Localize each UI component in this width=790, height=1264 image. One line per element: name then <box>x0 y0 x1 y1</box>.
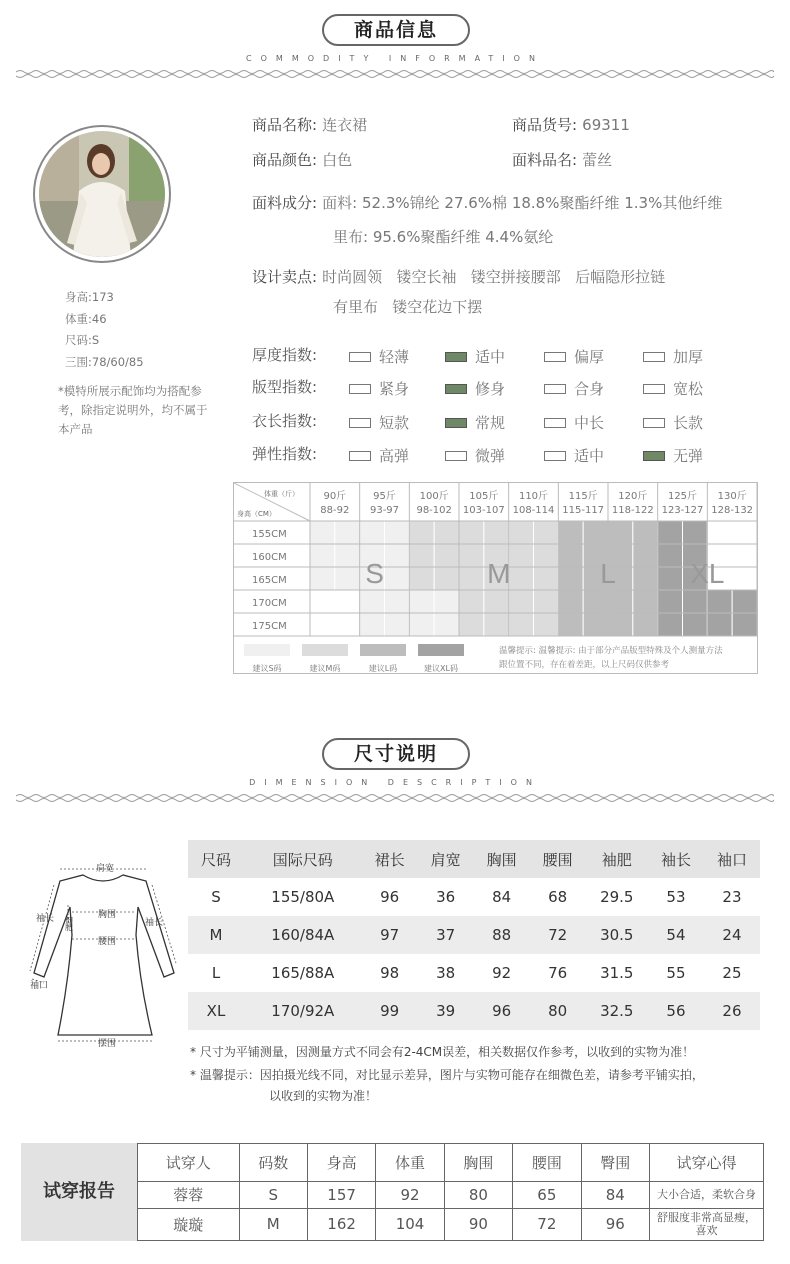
grid-cell <box>633 613 658 636</box>
grid-cell <box>385 567 410 590</box>
grid-cell <box>683 521 708 544</box>
index-option <box>349 346 409 367</box>
grid-cell <box>583 613 608 636</box>
dimension-cell: 96 <box>492 1002 512 1020</box>
dimension-cell: 160/84A <box>271 926 335 944</box>
grid-weight-range: 98-102 <box>416 505 452 516</box>
section-title-dimension: 尺寸说明 <box>322 738 470 770</box>
dim-header: 腰围 <box>542 850 573 869</box>
product-design-2: 有里布 镂空花边下摆 <box>333 298 483 316</box>
grid-cell <box>633 544 658 567</box>
dimension-cell: 92 <box>492 964 512 982</box>
grid-cell <box>658 590 683 613</box>
grid-legend-label: 建议L码 <box>368 664 398 673</box>
try-header: 腰围 <box>513 1144 581 1182</box>
wave-divider-2 <box>16 793 774 803</box>
grid-cell <box>310 613 335 636</box>
dimension-cell: 32.5 <box>600 1002 634 1020</box>
try-cell: 84 <box>581 1182 649 1208</box>
dimension-cell: XL <box>206 1002 226 1020</box>
grid-cell <box>484 590 509 613</box>
grid-cell <box>558 590 583 613</box>
index-option-label: 偏厚 <box>574 348 605 366</box>
index-option <box>349 412 409 433</box>
dimension-cell: 97 <box>380 926 400 944</box>
grid-cell <box>658 521 683 544</box>
dimension-header-row <box>188 840 760 878</box>
grid-cell <box>633 567 658 590</box>
grid-tip-line1: 温馨提示: 温馨提示: 由于部分产品版型特殊及个人测量方法 <box>499 646 723 656</box>
grid-cell <box>459 521 484 544</box>
dimension-cell: 56 <box>666 1002 686 1020</box>
grid-cell <box>707 613 732 636</box>
grid-weight-range: 93-97 <box>369 505 400 516</box>
grid-cell <box>459 590 484 613</box>
dimension-note-2: * 温馨提示：因拍摄光线不同，对比显示差异，图片与实物可能存在细微色差，请参考平铺实拍， <box>190 1068 704 1082</box>
index-row <box>252 410 772 434</box>
index-option <box>445 412 505 433</box>
dimension-cell: 84 <box>492 888 512 906</box>
dimension-cell: 165/88A <box>271 964 335 982</box>
grid-legend-label: 建议M码 <box>309 664 341 673</box>
section-subtitle-commodity: COMMODITY INFORMATION <box>246 54 544 63</box>
grid-cell <box>459 567 484 590</box>
dimension-cell: 39 <box>436 1002 456 1020</box>
grid-weight-jin: 105斤 <box>469 491 499 502</box>
grid-height-label: 175CM <box>252 621 287 632</box>
grid-weight-range: 88-92 <box>320 505 350 516</box>
try-header: 试穿心得 <box>650 1144 764 1182</box>
dimension-cell: 80 <box>548 1002 568 1020</box>
product-lining: 里布: 95.6%聚酯纤维 4.4%氨纶 <box>333 228 554 246</box>
grid-cell <box>335 613 360 636</box>
index-label: 厚度指数: <box>252 346 318 364</box>
dimension-cell: 170/92A <box>271 1002 335 1020</box>
grid-cell <box>608 590 633 613</box>
model-photo-frame <box>33 125 171 263</box>
dimension-row <box>188 878 760 916</box>
grid-cell <box>509 613 534 636</box>
index-option-label: 常规 <box>475 414 506 432</box>
dimension-row <box>188 954 760 992</box>
index-row <box>252 376 772 400</box>
grid-weight-range: 118-122 <box>611 505 654 516</box>
try-cell: M <box>239 1208 307 1240</box>
try-cell: 65 <box>513 1182 581 1208</box>
grid-cell <box>534 613 559 636</box>
index-option-label: 修身 <box>475 380 506 398</box>
grid-cell <box>558 544 583 567</box>
product-composition: 面料成分: 面料: 52.3%锦纶 27.6%棉 18.8%聚酯纤维 1.3%其他纤维 <box>252 194 723 212</box>
dimension-cell: 96 <box>380 888 400 906</box>
dim-header: 袖长 <box>660 850 691 869</box>
grid-cell <box>558 521 583 544</box>
dim-header: 袖肥 <box>601 850 632 869</box>
dimension-cell: 54 <box>666 926 686 944</box>
grid-legend-swatch <box>360 644 406 656</box>
index-option <box>643 378 703 399</box>
index-label: 弹性指数: <box>252 445 318 463</box>
product-design: 设计卖点: 时尚圆领 镂空长袖 镂空拼接腰部 后幅隐形拉链 <box>252 268 666 286</box>
model-height: 身高:173 <box>65 290 114 304</box>
model-size: 尺码:S <box>65 333 100 347</box>
grid-cell <box>310 567 335 590</box>
grid-weight-range: 123-127 <box>661 505 704 516</box>
grid-cell <box>360 521 385 544</box>
dimension-row <box>188 992 760 1030</box>
dimension-cell: 37 <box>436 926 456 944</box>
try-cell: 162 <box>307 1208 375 1240</box>
dimension-cell: 23 <box>722 888 742 906</box>
size-grid <box>233 482 758 674</box>
section-title-commodity: 商品信息 <box>322 14 470 46</box>
grid-weight-jin: 115斤 <box>568 491 598 502</box>
dim-header: 肩宽 <box>430 850 461 869</box>
index-option-label: 轻薄 <box>379 348 410 366</box>
grid-cell <box>583 521 608 544</box>
dimension-cell: 155/80A <box>271 888 335 906</box>
index-option-label: 适中 <box>475 348 506 366</box>
section-subtitle-dimension: DIMENSION DESCRIPTION <box>249 778 541 787</box>
grid-cell <box>484 613 509 636</box>
dimension-cell: M <box>209 926 223 944</box>
dimension-cell: L <box>211 964 221 982</box>
try-cell: 80 <box>444 1182 512 1208</box>
try-header: 体重 <box>376 1144 444 1182</box>
grid-tip-line2: 跟位置不同，存在着差距，以上尺码仅供参考 <box>499 660 670 670</box>
dimension-cell: 25 <box>722 964 742 982</box>
index-option <box>643 445 703 466</box>
index-option <box>544 445 604 466</box>
try-cell: 璇璇 <box>138 1208 240 1240</box>
grid-cell <box>360 613 385 636</box>
index-option <box>349 445 409 466</box>
dim-header: 国际尺码 <box>272 850 333 869</box>
grid-weight-range: 115-117 <box>562 505 605 516</box>
grid-cell <box>683 613 708 636</box>
unchecked-box-icon <box>349 384 371 394</box>
unchecked-box-icon <box>349 451 371 461</box>
grid-height-label: 170CM <box>252 598 287 609</box>
grid-cell <box>534 567 559 590</box>
index-label: 衣长指数: <box>252 412 318 430</box>
grid-cell <box>558 567 583 590</box>
label-shoulder: 肩宽 <box>96 864 115 874</box>
index-row <box>252 443 772 467</box>
dimension-cell: 72 <box>548 926 568 944</box>
dimension-note-1: * 尺寸为平铺测量，因测量方式不同会有2-4CM误差，相关数据仅作参考，以收到的实物为准！ <box>190 1045 695 1059</box>
dimension-note-3: 以收到的实物为准！ <box>269 1089 378 1103</box>
grid-weight-range: 108-114 <box>512 505 555 516</box>
dimension-cell: 38 <box>436 964 456 982</box>
try-cell: 104 <box>376 1208 444 1240</box>
model-weight: 体重:46 <box>65 311 107 326</box>
grid-weight-range: 103-107 <box>462 505 505 516</box>
label-sleeve-left: 袖长 <box>36 914 55 924</box>
unchecked-box-icon <box>544 384 566 394</box>
grid-size-letter: L <box>600 558 616 590</box>
label-hem: 摆围 <box>98 1039 117 1049</box>
try-row <box>138 1208 764 1240</box>
grid-cell <box>658 567 683 590</box>
dimension-cell: S <box>211 888 221 906</box>
index-option-label: 高弹 <box>379 447 410 465</box>
index-option-label: 无弹 <box>673 447 704 465</box>
grid-cell <box>360 590 385 613</box>
model-measurements: 三围:78/60/85 <box>65 354 144 369</box>
grid-cell <box>409 544 434 567</box>
label-sleeve-right: 袖长 <box>145 918 164 928</box>
dimension-cell: 31.5 <box>600 964 634 982</box>
grid-legend-label: 建议S码 <box>252 664 282 673</box>
index-option-label: 合身 <box>574 380 605 398</box>
index-option-label: 适中 <box>574 447 605 465</box>
grid-size-letter: S <box>365 558 384 590</box>
try-row <box>138 1182 764 1208</box>
grid-cell <box>310 521 335 544</box>
unchecked-box-icon <box>349 352 371 362</box>
grid-weight-jin: 125斤 <box>667 491 698 502</box>
try-report-label: 试穿报告 <box>21 1143 137 1241</box>
grid-weight-jin: 130斤 <box>717 491 747 502</box>
checked-box-icon <box>445 352 467 362</box>
dimension-cell: 29.5 <box>600 888 634 906</box>
try-header: 臀围 <box>581 1144 649 1182</box>
grid-cell <box>707 590 732 613</box>
product-sku: 商品货号: 69311 <box>512 116 630 134</box>
unchecked-box-icon <box>643 352 665 362</box>
dimension-cell: 98 <box>380 964 400 982</box>
grid-cell <box>534 521 559 544</box>
grid-legend-label: 建议XL码 <box>424 664 458 673</box>
try-cell: S <box>239 1182 307 1208</box>
index-row <box>252 344 772 368</box>
try-cell: 舒服度非常高显瘦，喜欢 <box>650 1208 764 1240</box>
grid-cell <box>409 613 434 636</box>
grid-corner-weight: 体重（斤） <box>264 490 299 498</box>
grid-cell <box>459 613 484 636</box>
unchecked-box-icon <box>544 451 566 461</box>
try-header: 胸围 <box>444 1144 512 1182</box>
index-option-label: 短款 <box>379 414 410 432</box>
checked-box-icon <box>445 418 467 428</box>
grid-cell <box>310 544 335 567</box>
grid-cell <box>434 544 459 567</box>
dimension-cell: 55 <box>666 964 686 982</box>
grid-height-label: 155CM <box>252 529 287 540</box>
try-cell: 90 <box>444 1208 512 1240</box>
model-note: *模特所展示配饰均为搭配参考，除指定说明外，均不属于本产品 <box>58 384 208 436</box>
dim-header: 袖口 <box>716 850 747 869</box>
grid-weight-jin: 120斤 <box>618 491 648 502</box>
index-label: 版型指数: <box>252 378 318 396</box>
grid-cell <box>633 590 658 613</box>
product-fabric: 面料品名: 蕾丝 <box>512 151 613 169</box>
dimension-cell: 88 <box>492 926 512 944</box>
index-option <box>643 346 703 367</box>
grid-weight-jin: 100斤 <box>419 491 449 502</box>
grid-height-label: 160CM <box>252 552 287 563</box>
try-report-table <box>137 1143 764 1241</box>
grid-cell <box>335 567 360 590</box>
unchecked-box-icon <box>544 352 566 362</box>
try-cell: 大小合适，柔软合身 <box>650 1182 764 1208</box>
dimension-cell: 24 <box>722 926 742 944</box>
grid-weight-jin: 110斤 <box>518 491 549 502</box>
try-header-row <box>138 1144 764 1182</box>
index-option-label: 紧身 <box>379 380 410 398</box>
try-cell: 96 <box>581 1208 649 1240</box>
try-header: 试穿人 <box>138 1144 240 1182</box>
dimension-cell: 99 <box>380 1002 400 1020</box>
grid-cell <box>459 544 484 567</box>
index-option <box>445 346 505 367</box>
index-option-label: 微弹 <box>475 447 506 465</box>
dimension-cell: 76 <box>548 964 568 982</box>
dim-header: 胸围 <box>486 850 517 869</box>
index-option <box>643 412 703 433</box>
grid-cell <box>335 544 360 567</box>
label-bust: 胸围 <box>98 910 117 920</box>
product-name: 商品名称: 连衣裙 <box>252 116 368 134</box>
grid-height-label: 165CM <box>252 575 287 586</box>
dress-diagram <box>28 855 178 1055</box>
index-option <box>544 378 604 399</box>
try-cell: 蓉蓉 <box>138 1182 240 1208</box>
index-option-label: 宽松 <box>673 380 704 398</box>
grid-cell <box>583 590 608 613</box>
dimension-cell: 53 <box>666 888 686 906</box>
grid-cell <box>335 521 360 544</box>
index-option <box>445 445 505 466</box>
grid-weight-jin: 90斤 <box>323 491 347 502</box>
grid-cell <box>732 544 757 567</box>
grid-cell <box>509 544 534 567</box>
checked-box-icon <box>445 384 467 394</box>
label-waist: 腰围 <box>98 937 117 947</box>
grid-cell <box>633 521 658 544</box>
index-option <box>544 412 604 433</box>
grid-cell <box>409 521 434 544</box>
grid-cell <box>335 590 360 613</box>
grid-cell <box>509 590 534 613</box>
unchecked-box-icon <box>643 418 665 428</box>
grid-cell <box>409 567 434 590</box>
index-option <box>349 378 409 399</box>
grid-cell <box>385 544 410 567</box>
grid-cell <box>310 590 335 613</box>
unchecked-box-icon <box>643 384 665 394</box>
try-cell: 72 <box>513 1208 581 1240</box>
grid-cell <box>658 544 683 567</box>
index-option-label: 长款 <box>673 414 704 432</box>
grid-corner-height: 身高（CM） <box>237 510 276 518</box>
grid-size-letter: XL <box>690 558 725 590</box>
unchecked-box-icon <box>349 418 371 428</box>
grid-cell <box>385 521 410 544</box>
grid-cell <box>683 590 708 613</box>
grid-cell <box>434 613 459 636</box>
grid-cell <box>385 613 410 636</box>
grid-cell <box>434 521 459 544</box>
grid-cell <box>707 521 732 544</box>
product-color: 商品颜色: 白色 <box>252 151 353 169</box>
dimension-cell: 26 <box>722 1002 742 1020</box>
unchecked-box-icon <box>445 451 467 461</box>
unchecked-box-icon <box>544 418 566 428</box>
dimension-cell: 30.5 <box>600 926 634 944</box>
try-cell: 157 <box>307 1182 375 1208</box>
grid-cell <box>558 613 583 636</box>
index-option <box>544 346 604 367</box>
grid-cell <box>434 590 459 613</box>
dimension-table <box>188 840 760 1030</box>
grid-cell <box>608 613 633 636</box>
grid-cell <box>409 590 434 613</box>
dimension-cell: 36 <box>436 888 456 906</box>
grid-cell <box>534 590 559 613</box>
grid-legend-swatch <box>302 644 348 656</box>
grid-cell <box>385 590 410 613</box>
grid-weight-jin: 95斤 <box>373 491 396 502</box>
grid-cell <box>534 544 559 567</box>
grid-cell <box>732 567 757 590</box>
index-option <box>445 378 505 399</box>
grid-weight-range: 128-132 <box>711 505 754 516</box>
grid-cell <box>484 521 509 544</box>
wave-divider <box>16 69 774 79</box>
try-header: 身高 <box>307 1144 375 1182</box>
model-stats <box>65 287 144 373</box>
grid-size-letter: M <box>487 558 511 590</box>
dimension-row <box>188 916 760 954</box>
try-cell: 92 <box>376 1182 444 1208</box>
dim-header: 尺码 <box>200 850 231 869</box>
grid-cell <box>658 613 683 636</box>
grid-cell <box>509 567 534 590</box>
index-option-label: 中长 <box>574 414 605 432</box>
try-header: 码数 <box>239 1144 307 1182</box>
size-grid-chart <box>234 483 757 673</box>
dim-header: 裙长 <box>374 850 405 869</box>
model-photo <box>39 131 165 257</box>
checked-box-icon <box>643 451 665 461</box>
grid-cell <box>732 590 757 613</box>
grid-cell <box>509 521 534 544</box>
grid-legend-swatch <box>244 644 290 656</box>
index-option-label: 加厚 <box>673 348 704 366</box>
grid-cell <box>732 613 757 636</box>
grid-cell <box>434 567 459 590</box>
dimension-cell: 68 <box>548 888 568 906</box>
grid-cell <box>732 521 757 544</box>
grid-cell <box>608 521 633 544</box>
grid-legend-swatch <box>418 644 464 656</box>
label-cuff: 袖口 <box>30 981 49 991</box>
label-armhole: 袖肥 <box>64 915 74 931</box>
